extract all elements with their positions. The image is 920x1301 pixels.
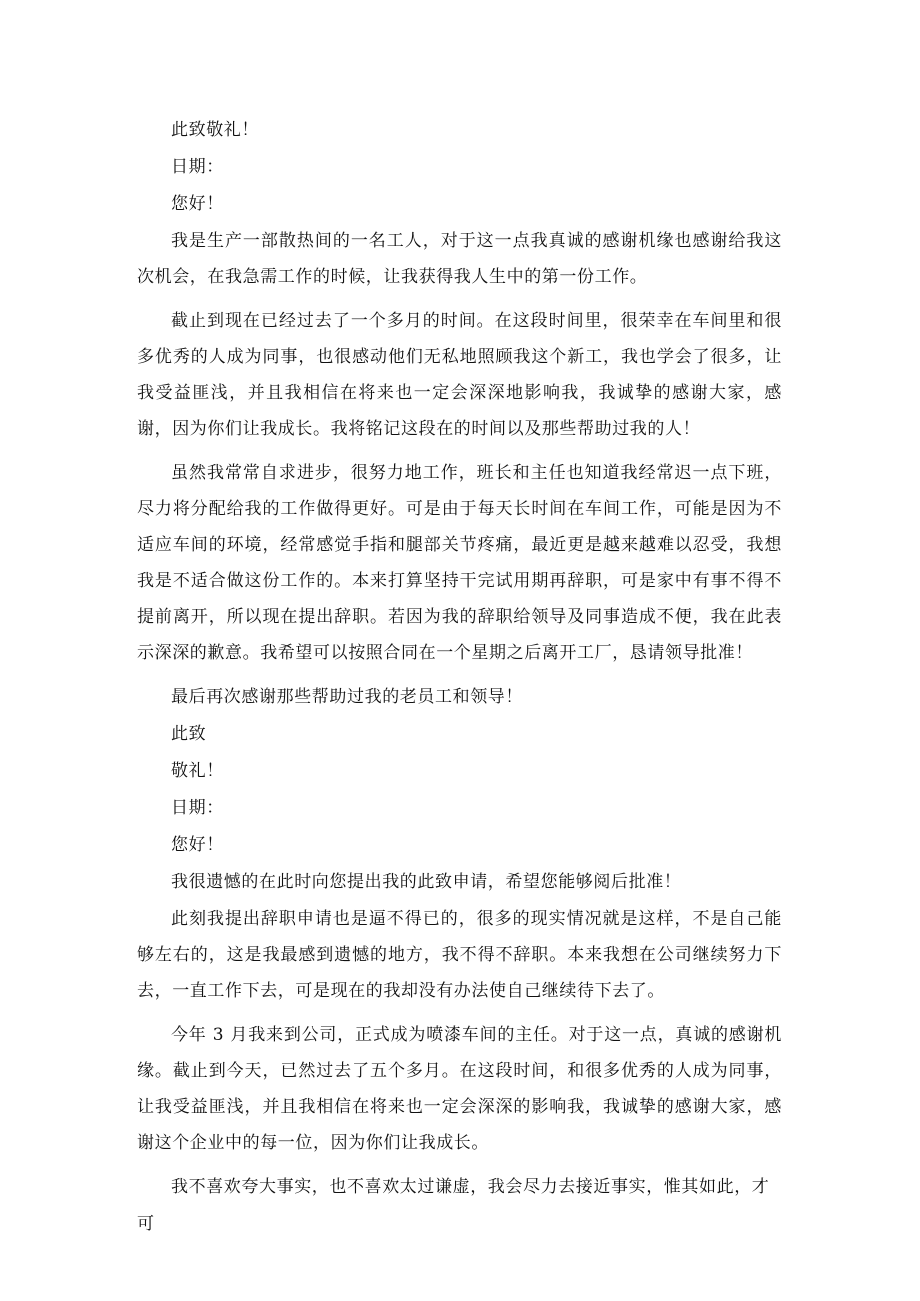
greeting: 您好！ (171, 194, 224, 214)
paragraph: 我很遗憾的在此时向您提出我的此致申请，希望您能够阅后批准！ (171, 872, 682, 892)
date-line: 日期： (171, 798, 224, 818)
closing-salutation: 敬礼！ (171, 761, 224, 781)
document-body (137, 112, 782, 1243)
closing-salutation: 此致 (171, 724, 207, 744)
paragraph: 我是生产一部散热间的一名工人，对于这一点我真诚的感谢机缘也感谢给我这次机会，在我急需工作的时候，让我获得我人生中的第一份工作。 (137, 231, 782, 287)
closing-salutation: 此致敬礼！ (171, 120, 259, 140)
greeting: 您好！ (171, 835, 224, 855)
paragraph: 我不喜欢夸大事实，也不喜欢太过谦虚，我会尽力去接近事实，惟其如此，才可 (137, 1177, 770, 1234)
date-line: 日期： (171, 157, 224, 177)
paragraph: 截止到现在已经过去了一个多月的时间。在这段时间里，很荣幸在车间里和很多优秀的人成为同事，也很感动他们无私地照顾我这个新工，我也学会了很多，让我受益匪浅，并且我相信在将来也一定会深深地影响我，我诚挚的感谢大家，感谢，因为你们让我成长。我将铭记这段在的时间以及那些帮助过我的人！ (137, 311, 782, 439)
paragraph: 此刻我提出辞职申请也是逼不得已的，很多的现实情况就是这样，不是自己能够左右的，这是我最感到遗憾的地方，我不得不辞职。本来我想在公司继续努力下去，一直工作下去，可是现在的我却没有办法使自己继续待下去了。 (137, 909, 782, 1001)
paragraph: 今年 3 月我来到公司，正式成为喷漆车间的主任。对于这一点，真诚的感谢机缘。截止到今天，已然过去了五个多月。在这段时间，和很多优秀的人成为同事，让我受益匪浅，并且我相信在将来也一定会深深的影响我，我诚挚的感谢大家，感谢这个企业中的每一位，因为你们让我成长。 (137, 1025, 782, 1153)
paragraph: 虽然我常常自求进步，很努力地工作，班长和主任也知道我经常迟一点下班，尽力将分配给我的工作做得更好。可是由于每天长时间在车间工作，可能是因为不适应车间的环境，经常感觉手指和腿部关节疼痛，最近更是越来越难以忍受，我想我是不适合做这份工作的。本来打算坚持干完试用期再辞职，可是家中有事不得不提前离开，所以现在提出辞职。若因为我的辞职给领导及同事造成不便，我在此表示深深的歉意。我希望可以按照合同在一个星期之后离开工厂，恳请领导批准！ (137, 463, 782, 663)
thanks-line: 最后再次感谢那些帮助过我的老员工和领导！ (171, 687, 523, 707)
